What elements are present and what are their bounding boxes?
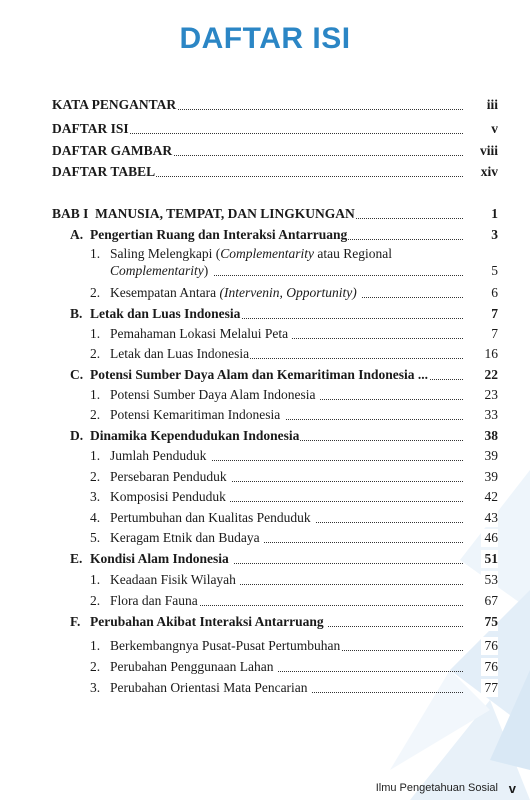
page-number: 75	[481, 613, 499, 631]
toc-section-f[interactable]: F. Perubahan Akibat Interaksi Antarruang 75	[70, 614, 498, 629]
toc-item[interactable]: 2. Flora dan Fauna 67	[90, 593, 498, 608]
toc-item[interactable]: 2. Letak dan Luas Indonesia 16	[90, 346, 498, 361]
page-number: 77	[481, 679, 499, 697]
page-title: DAFTAR ISI	[179, 22, 351, 55]
page-number: 76	[481, 658, 499, 676]
toc-item[interactable]: 1. Potensi Sumber Daya Alam Indonesia 23	[90, 387, 498, 402]
page-number: 3	[487, 226, 498, 244]
toc-item[interactable]: 2. Kesempatan Antara (Intervenin, Opportunity) 6	[90, 285, 498, 300]
page-number: 6	[487, 284, 498, 302]
toc-item[interactable]: 1. Keadaan Fisik Wilayah 53	[90, 572, 498, 587]
toc-item[interactable]: 4. Pertumbuhan dan Kualitas Penduduk 43	[90, 510, 498, 525]
toc-section-c[interactable]: C. Potensi Sumber Daya Alam dan Kemaritiman Indonesia ... 22	[70, 367, 498, 382]
page-number: 42	[481, 488, 499, 506]
toc-entry[interactable]: DAFTAR ISI v	[52, 121, 498, 136]
page-number: 7	[487, 305, 498, 323]
toc-chapter[interactable]: BAB I MANUSIA, TEMPAT, DAN LINGKUNGAN 1	[52, 206, 498, 221]
toc-entry[interactable]: DAFTAR TABEL xiv	[52, 164, 498, 179]
page-number: 76	[481, 637, 499, 655]
toc-item[interactable]: 1. Berkembangnya Pusat-Pusat Pertumbuhan 76	[90, 638, 498, 653]
toc-section-d[interactable]: D. Dinamika Kependudukan Indonesia 38	[70, 428, 498, 443]
page-number: 38	[481, 427, 499, 445]
toc-entry[interactable]: KATA PENGANTAR iii	[52, 97, 498, 112]
page-number: 43	[481, 509, 499, 527]
page-number: 51	[481, 550, 499, 568]
toc-item[interactable]: 1. Jumlah Penduduk 39	[90, 448, 498, 463]
footer-page-number: v	[508, 781, 516, 796]
toc-item[interactable]: 2. Persebaran Penduduk 39	[90, 469, 498, 484]
toc-item[interactable]: 3. Komposisi Penduduk 42	[90, 489, 498, 504]
toc-section-e[interactable]: E. Kondisi Alam Indonesia 51	[70, 551, 498, 566]
page-number: v	[487, 120, 498, 138]
toc-item[interactable]: 2. Perubahan Penggunaan Lahan 76	[90, 659, 498, 674]
page-number: xiv	[477, 163, 498, 181]
page-number: 39	[481, 447, 499, 465]
toc-entry[interactable]: DAFTAR GAMBAR viii	[52, 143, 498, 158]
page-number: 33	[481, 406, 499, 424]
page-number: 39	[481, 468, 499, 486]
toc-item[interactable]: 2. Potensi Kemaritiman Indonesia 33	[90, 407, 498, 422]
page-number: 23	[481, 386, 499, 404]
page-number: 53	[481, 571, 499, 589]
page-number: 16	[481, 345, 499, 363]
toc-section-a[interactable]: A. Pengertian Ruang dan Interaksi Antarruang 3	[70, 227, 498, 242]
page-number: 46	[481, 529, 499, 547]
book-title-footer: Ilmu Pengetahuan Sosial	[375, 782, 498, 794]
toc-item[interactable]: 5. Keragam Etnik dan Budaya 46	[90, 530, 498, 545]
page-number: iii	[483, 96, 498, 114]
page-number: 22	[481, 366, 499, 384]
toc-item-continued[interactable]: Complementarity) 5	[110, 263, 498, 278]
page-number: 7	[487, 325, 498, 343]
page-number: 5	[487, 262, 498, 280]
page-number: 1	[487, 205, 498, 223]
toc-item[interactable]: 1. Saling Melengkapi (Complementarity atau Regional	[90, 246, 392, 261]
toc-section-b[interactable]: B. Letak dan Luas Indonesia 7	[70, 306, 498, 321]
page-number: viii	[476, 142, 498, 160]
page-number: 67	[481, 592, 499, 610]
toc-item[interactable]: 3. Perubahan Orientasi Mata Pencarian 77	[90, 680, 498, 695]
toc-item[interactable]: 1. Pemahaman Lokasi Melalui Peta 7	[90, 326, 498, 341]
